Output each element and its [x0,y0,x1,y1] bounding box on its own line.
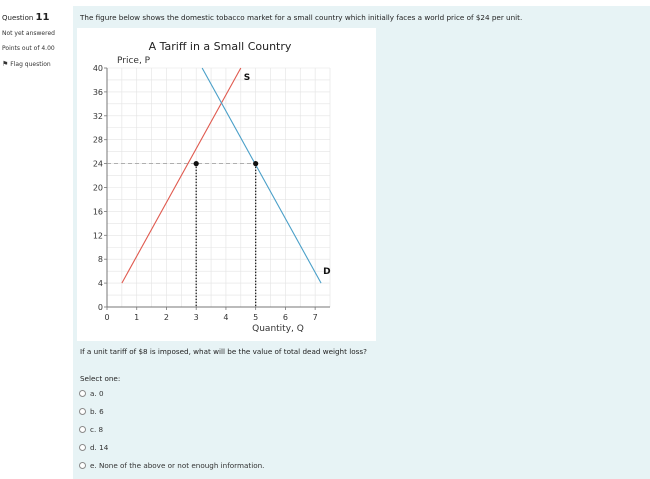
y-tick-label: 24 [92,159,103,169]
tariff-figure [77,28,376,341]
data-point [194,161,199,166]
select-one-label: Select one: [80,374,121,383]
option-label: a. 0 [90,389,104,398]
y-tick-label: 4 [97,279,103,289]
y-tick-label: 28 [92,135,103,145]
demand-label: D [323,267,331,278]
question-text: The figure below shows the domestic tobacco market for a small country which initially faces a world price of $24 per unit. [80,13,523,22]
question-status: Not yet answered [2,30,55,37]
radio-button[interactable] [79,390,86,397]
question-prompt: If a unit tariff of $8 is imposed, what will be the value of total dead weight loss? [80,347,367,356]
option-b[interactable] [79,407,104,416]
option-label: b. 6 [90,407,104,416]
tariff-chart [77,28,376,341]
question-label-text: Question [2,14,34,22]
question-content [73,6,650,479]
x-tick-label: 7 [312,313,318,322]
radio-button[interactable] [79,462,86,469]
y-tick-label: 40 [92,64,103,73]
x-tick-label: 0 [104,313,110,322]
x-tick-label: 1 [134,313,140,322]
y-tick-label: 32 [92,111,103,121]
chart-y-label: Price, P [117,56,151,66]
question-points: Points out of 4.00 [2,45,55,52]
data-point [253,161,258,166]
flag-icon: ⚑ [2,60,9,68]
chart-x-label: Quantity, Q [252,324,304,334]
radio-button[interactable] [79,444,86,451]
supply-label: S [243,73,251,83]
x-tick-label: 3 [193,313,199,322]
question-label [2,12,49,23]
radio-button[interactable] [79,408,86,415]
option-label: c. 8 [90,425,104,434]
option-label: e. None of the above or not enough information. [90,461,265,470]
chart-title: A Tariff in a Small Country [148,40,292,53]
question-info-panel [0,0,72,479]
option-c[interactable] [79,425,103,434]
y-tick-label: 20 [92,183,103,193]
option-a[interactable] [79,389,104,398]
x-tick-label: 2 [163,313,170,322]
x-tick-label: 5 [253,313,259,322]
option-d[interactable] [79,443,108,452]
y-tick-label: 0 [97,303,103,312]
y-tick-label: 36 [92,87,103,97]
y-tick-label: 16 [92,207,103,217]
question-number: 11 [35,12,50,23]
option-e[interactable] [79,461,264,470]
radio-button[interactable] [79,426,86,433]
y-tick-label: 8 [97,255,103,265]
y-tick-label: 12 [92,231,103,241]
option-label: d. 14 [90,443,109,452]
x-tick-label: 6 [282,313,288,322]
flag-question-label: Flag question [10,61,51,68]
x-tick-label: 4 [223,313,229,322]
chart-grid [107,68,330,307]
flag-question-link[interactable] [2,60,51,68]
